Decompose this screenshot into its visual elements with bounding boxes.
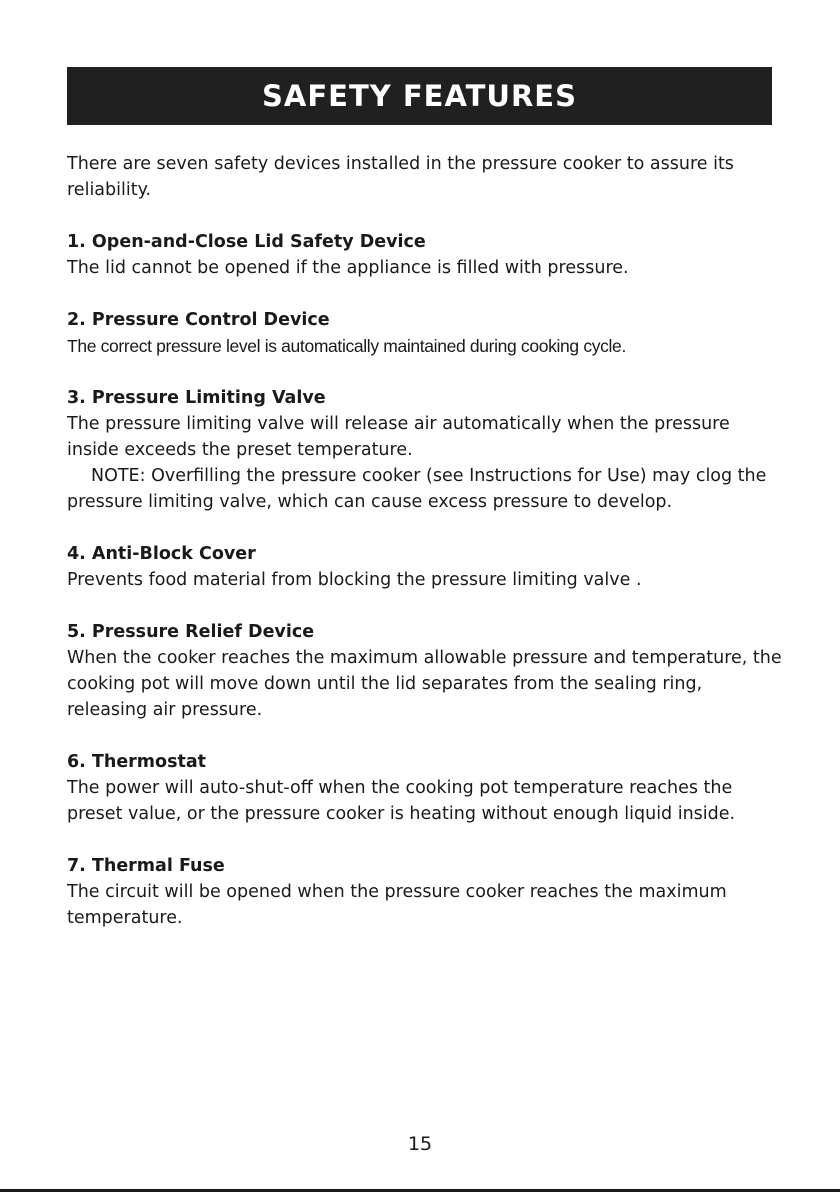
section-heading: 3. Pressure Limiting Valve xyxy=(67,388,326,408)
section-pressure-control-device xyxy=(67,307,787,359)
section-text: The pressure limiting valve will release air automatically when the pressure inside exceeds the preset temperature. xyxy=(67,414,730,460)
section-text: The correct pressure level is automatically maintained during cooking cycle. xyxy=(67,336,626,356)
section-heading: 7. Thermal Fuse xyxy=(67,856,225,876)
section-text: The circuit will be opened when the pressure cooker reaches the maximum temperature. xyxy=(67,882,727,928)
section-anti-block-cover xyxy=(67,541,787,593)
document-body xyxy=(67,151,787,957)
section-heading: 4. Anti-Block Cover xyxy=(67,544,256,564)
note-paragraph: NOTE: Overfilling the pressure cooker (see Instructions for Use) may clog the pressure limiting valve, which can cause excess pressure to develop. xyxy=(67,466,767,512)
section-thermostat xyxy=(67,749,787,827)
section-heading: 6. Thermostat xyxy=(67,752,207,772)
section-pressure-limiting-valve xyxy=(67,385,787,515)
section-text: The lid cannot be opened if the appliance is filled with pressure. xyxy=(67,258,629,278)
section-heading: 5. Pressure Relief Device xyxy=(67,622,315,642)
section-banner xyxy=(67,67,772,125)
section-thermal-fuse xyxy=(67,853,787,931)
section-heading: 1. Open-and-Close Lid Safety Device xyxy=(67,232,426,252)
page-title: SAFETY FEATURES xyxy=(262,79,577,113)
intro-paragraph: There are seven safety devices installed in the pressure cooker to assure its reliability. xyxy=(67,154,734,200)
section-text: The power will auto-shut-off when the cooking pot temperature reaches the preset value, or the pressure cooker is heating without enough liquid inside. xyxy=(67,778,736,824)
section-text: When the cooker reaches the maximum allowable pressure and temperature, the cooking pot will move down until the lid separates from the sealing ring, releasing air pressure. xyxy=(67,648,782,720)
section-lid-safety-device xyxy=(67,229,787,281)
section-pressure-relief-device xyxy=(67,619,787,723)
page-number: 15 xyxy=(407,1133,433,1155)
section-text: Prevents food material from blocking the pressure limiting valve . xyxy=(67,570,642,590)
section-heading: 2. Pressure Control Device xyxy=(67,310,330,330)
